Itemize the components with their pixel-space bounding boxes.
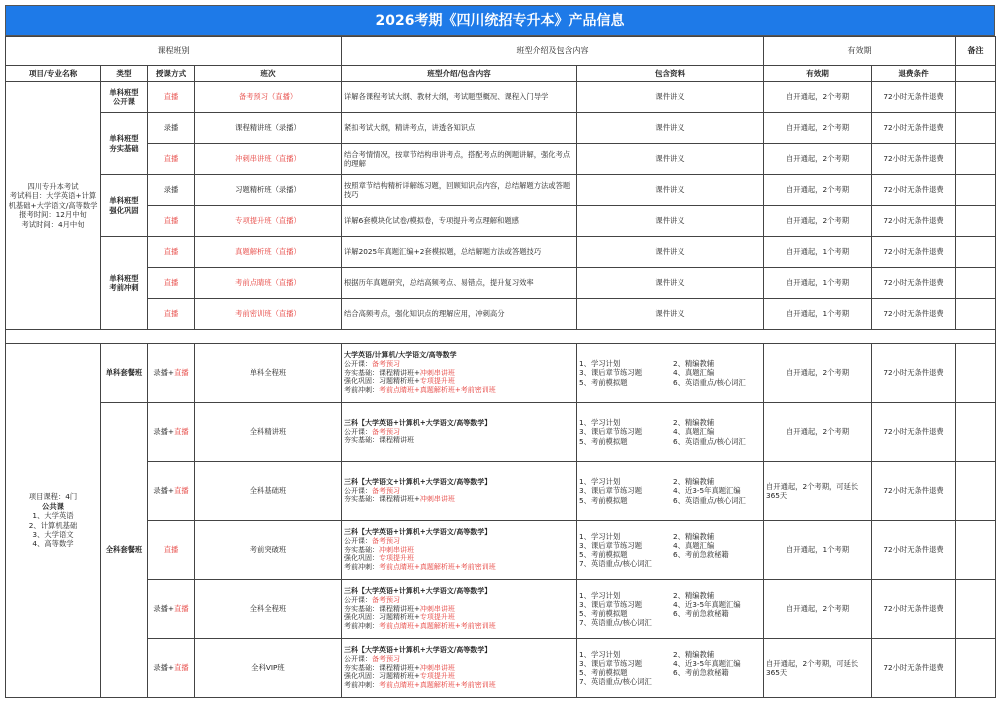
valid-cell: 自开通起，2个考期 bbox=[764, 344, 872, 403]
valid-cell: 自开通起，2个考期 bbox=[764, 113, 872, 144]
refund-cell: 72小时无条件退费 bbox=[872, 268, 956, 299]
material-cell: 课件讲义 bbox=[577, 237, 764, 268]
type-label: 单科班型 考前冲刺 bbox=[109, 273, 139, 292]
note-cell bbox=[956, 403, 996, 462]
line-label: 夯实基础： bbox=[344, 436, 379, 445]
valid-cell: 自开通起，2个考期 bbox=[764, 206, 872, 237]
method-live: 直播 bbox=[174, 486, 189, 496]
line-label: 强化巩固： bbox=[344, 672, 379, 681]
line-label: 夯实基础： bbox=[344, 604, 379, 613]
group-header-course: 课程班别 bbox=[6, 37, 342, 66]
package-row bbox=[6, 403, 996, 462]
line-label: 夯实基础： bbox=[344, 663, 379, 672]
method-cell bbox=[148, 403, 195, 462]
material-item: 5、考前模拟题 bbox=[579, 609, 628, 618]
group-header-note: 备注 bbox=[956, 37, 996, 66]
refund-cell: 72小时无条件退费 bbox=[872, 113, 956, 144]
intro-cell: 按照章节结构精析详解练习题，回顾知识点内容，总结解题方法或答题技巧 bbox=[342, 175, 577, 206]
line-label: 夯实基础： bbox=[344, 368, 379, 377]
line-label: 公开课： bbox=[344, 536, 372, 545]
project-line: 4、高等数学 bbox=[32, 539, 74, 549]
course-row bbox=[6, 113, 996, 144]
type-label: 单科班型 夯实基础 bbox=[109, 134, 139, 153]
class-cell: 单科全程班 bbox=[195, 344, 342, 403]
method-recorded: 录播+ bbox=[153, 604, 175, 614]
strengthen-line bbox=[344, 672, 574, 681]
project-line: 考试时间：4月中旬 bbox=[21, 219, 85, 229]
material-item: 5、考前模拟题 bbox=[579, 377, 628, 387]
line-label: 强化巩固： bbox=[344, 613, 379, 622]
material-item: 3、课后章节练习题 bbox=[579, 368, 643, 378]
line-value: 考前点睛班+真题解析班+考前密训班 bbox=[379, 386, 496, 395]
class-cell: 全科精讲班 bbox=[195, 403, 342, 462]
material-grid bbox=[579, 650, 761, 686]
project-line: 1、大学英语 bbox=[32, 511, 74, 521]
line-label: 夯实基础： bbox=[344, 545, 379, 554]
valid-cell: 自开通起，2个考期 bbox=[764, 403, 872, 462]
material-cell: 课件讲义 bbox=[577, 206, 764, 237]
line-value: 备考预习 bbox=[372, 486, 400, 495]
note-cell bbox=[956, 268, 996, 299]
project-cell bbox=[6, 82, 101, 330]
material-item: 6、英语重点/核心词汇 bbox=[673, 377, 746, 387]
open-line bbox=[344, 596, 574, 605]
method-live: 直播 bbox=[163, 545, 179, 555]
method-cell: 直播 bbox=[148, 299, 195, 330]
valid-cell: 自开通起，2个考期 bbox=[764, 82, 872, 113]
note-cell bbox=[956, 580, 996, 639]
method-cell: 录播 bbox=[148, 113, 195, 144]
intro-cell: 根据历年真题研究，总结高频考点、易错点，提升复习效率 bbox=[342, 268, 577, 299]
method-recorded: 录播+ bbox=[153, 663, 175, 673]
strengthen-line bbox=[344, 613, 574, 622]
method-cell: 直播 bbox=[148, 82, 195, 113]
note-cell bbox=[956, 521, 996, 580]
line-value: 课程精讲班 bbox=[379, 436, 414, 445]
line-value: 冲刺串讲班 bbox=[379, 545, 414, 554]
material-item: 1、学习计划 bbox=[579, 418, 621, 428]
subjects-line: 大学英语/计算机/大学语文/高等数学 bbox=[344, 350, 457, 360]
intro-cell bbox=[342, 580, 577, 639]
line-value: 习题精析班+ bbox=[379, 613, 420, 622]
project-line: 四川专升本考试 bbox=[27, 181, 79, 191]
method-cell bbox=[148, 580, 195, 639]
solid-line bbox=[344, 495, 574, 504]
note-cell bbox=[956, 206, 996, 237]
note-cell bbox=[956, 639, 996, 698]
refund-cell: 72小时无条件退费 bbox=[872, 175, 956, 206]
line-value-extra: 专项提升班 bbox=[419, 672, 455, 681]
material-item: 1、学习计划 bbox=[579, 477, 621, 487]
material-cell: 课件讲义 bbox=[577, 82, 764, 113]
intro-cell bbox=[342, 639, 577, 698]
line-label: 考前冲刺： bbox=[344, 386, 379, 395]
solid-line bbox=[344, 436, 574, 445]
material-item: 4、真题汇编 bbox=[673, 368, 715, 378]
line-label: 公开课： bbox=[344, 427, 372, 436]
material-cell bbox=[577, 521, 764, 580]
material-item: 5、考前模拟题 bbox=[579, 495, 628, 505]
refund-cell: 72小时无条件退费 bbox=[872, 299, 956, 330]
method-recorded: 录播+ bbox=[153, 368, 175, 378]
material-cell: 课件讲义 bbox=[577, 299, 764, 330]
method-recorded: 录播+ bbox=[153, 486, 175, 496]
class-cell: 全科全程班 bbox=[195, 580, 342, 639]
method-cell: 直播 bbox=[148, 268, 195, 299]
material-item: 6、英语重点/核心词汇 bbox=[673, 436, 746, 446]
material-cell bbox=[577, 639, 764, 698]
intro-cell: 详解6套模块化试卷/模拟卷，专项提升考点理解和题感 bbox=[342, 206, 577, 237]
gap-cell bbox=[6, 330, 996, 344]
col-header-valid: 有效期 bbox=[764, 66, 872, 82]
intro-cell: 详解2025年真题汇编+2套模拟题，总结解题方法或答题技巧 bbox=[342, 237, 577, 268]
valid-cell: 自开通起，1个考期 bbox=[764, 237, 872, 268]
group-header-validity: 有效期 bbox=[764, 37, 956, 66]
line-value-extra: 冲刺串讲班 bbox=[419, 604, 455, 613]
material-cell: 课件讲义 bbox=[577, 175, 764, 206]
material-item: 3、课后章节练习题 bbox=[579, 540, 643, 550]
col-header-refund: 退费条件 bbox=[872, 66, 956, 82]
line-value-extra: 冲刺串讲班 bbox=[419, 368, 455, 377]
line-value: 考前点睛班+真题解析班+考前密训班 bbox=[379, 563, 496, 572]
page-title: 2026考期《四川统招专升本》产品信息 bbox=[5, 5, 995, 36]
method-live: 直播 bbox=[174, 663, 189, 673]
class-cell: 考前密训班（直播） bbox=[195, 299, 342, 330]
material-grid bbox=[579, 477, 761, 504]
course-row bbox=[6, 237, 996, 268]
line-label: 考前冲刺： bbox=[344, 681, 379, 690]
material-item: 4、近3-5年真题汇编 bbox=[673, 599, 741, 609]
material-cell: 课件讲义 bbox=[577, 268, 764, 299]
col-header-type: 类型 bbox=[101, 66, 148, 82]
subjects-line: 三科【大学英语+计算机+大学语文/高等数学】 bbox=[344, 586, 492, 596]
material-item: 6、考前急救秘籍 bbox=[673, 609, 729, 618]
note-cell bbox=[956, 462, 996, 521]
package-row bbox=[6, 462, 996, 521]
method-live: 直播 bbox=[174, 368, 189, 378]
method-cell bbox=[148, 462, 195, 521]
project-line: 3、大学语文 bbox=[32, 529, 74, 539]
line-value: 课程精讲班+ bbox=[379, 604, 420, 613]
col-header-class: 班次 bbox=[195, 66, 342, 82]
valid-cell: 自开通起，2个考期，可延长365天 bbox=[764, 639, 872, 698]
col-header-method: 授课方式 bbox=[148, 66, 195, 82]
note-cell bbox=[956, 113, 996, 144]
line-value: 考前点睛班+真题解析班+考前密训班 bbox=[379, 681, 496, 690]
line-label: 强化巩固： bbox=[344, 377, 379, 386]
material-item: 2、精编教辅 bbox=[673, 359, 715, 369]
material-cell bbox=[577, 462, 764, 521]
col-header-material: 包含资料 bbox=[577, 66, 764, 82]
method-cell bbox=[148, 344, 195, 403]
line-label: 强化巩固： bbox=[344, 554, 379, 563]
subjects-line: 三科【大学语文+计算机+大学语文/高等数学】 bbox=[344, 476, 492, 486]
course-row bbox=[6, 206, 996, 237]
open-line bbox=[344, 537, 574, 546]
package-row bbox=[6, 639, 996, 698]
material-item: 2、精编教辅 bbox=[673, 590, 715, 600]
subjects-line: 三科【大学英语+计算机+大学语文/高等数学】 bbox=[344, 417, 492, 427]
refund-cell: 72小时无条件退费 bbox=[872, 144, 956, 175]
class-cell: 考前点睛班（直播） bbox=[195, 268, 342, 299]
course-row bbox=[6, 175, 996, 206]
line-value-extra: 专项提升班 bbox=[419, 377, 455, 386]
material-item: 1、学习计划 bbox=[579, 359, 621, 369]
material-cell bbox=[577, 580, 764, 639]
class-cell: 全科VIP班 bbox=[195, 639, 342, 698]
note-cell bbox=[956, 344, 996, 403]
package-row bbox=[6, 580, 996, 639]
refund-cell: 72小时无条件退费 bbox=[872, 639, 956, 698]
material-item: 2、精编教辅 bbox=[673, 649, 715, 659]
product-info-sheet bbox=[5, 5, 995, 698]
line-label: 夯实基础： bbox=[344, 495, 379, 504]
valid-cell: 自开通起，2个考期 bbox=[764, 144, 872, 175]
method-cell bbox=[148, 639, 195, 698]
sprint-line bbox=[344, 563, 574, 572]
method-cell: 录播 bbox=[148, 175, 195, 206]
course-row bbox=[6, 144, 996, 175]
strengthen-line bbox=[344, 377, 574, 386]
refund-cell: 72小时无条件退费 bbox=[872, 521, 956, 580]
note-cell bbox=[956, 299, 996, 330]
material-grid bbox=[579, 532, 761, 568]
material-item: 6、考前急救秘籍 bbox=[673, 550, 729, 559]
line-value: 习题精析班+ bbox=[379, 377, 420, 386]
line-label: 考前冲刺： bbox=[344, 563, 379, 572]
line-label: 公开课： bbox=[344, 654, 372, 663]
project-line: 项目课程：4门 bbox=[28, 492, 78, 502]
line-value: 备考预习 bbox=[372, 536, 400, 545]
material-item: 6、英语重点/核心词汇 bbox=[673, 495, 746, 505]
material-item: 4、真题汇编 bbox=[673, 427, 715, 437]
material-item: 7、英语重点/核心词汇 bbox=[579, 677, 652, 687]
material-item: 3、课后章节练习题 bbox=[579, 486, 643, 496]
type-cell bbox=[101, 113, 148, 175]
material-item: 7、英语重点/核心词汇 bbox=[579, 559, 652, 569]
line-value: 课程精讲班+ bbox=[379, 495, 420, 504]
column-header-row bbox=[6, 66, 996, 82]
project-cell bbox=[6, 344, 101, 698]
open-line bbox=[344, 655, 574, 664]
note-cell bbox=[956, 237, 996, 268]
material-item: 1、学习计划 bbox=[579, 531, 621, 541]
intro-cell: 紧扣考试大纲，精讲考点，讲透各知识点 bbox=[342, 113, 577, 144]
col-header-project: 项目/专业名称 bbox=[6, 66, 101, 82]
method-live: 直播 bbox=[174, 427, 189, 437]
intro-cell: 结合考情情况，按章节结构串讲考点，搭配考点的例题讲解，强化考点的理解 bbox=[342, 144, 577, 175]
type-cell bbox=[101, 237, 148, 330]
project-line: 2、计算机基础 bbox=[28, 520, 78, 530]
method-live: 直播 bbox=[174, 604, 189, 614]
refund-cell: 72小时无条件退费 bbox=[872, 344, 956, 403]
line-value: 备考预习 bbox=[372, 654, 400, 663]
valid-cell: 自开通起，1个考期 bbox=[764, 299, 872, 330]
line-label: 公开课： bbox=[344, 595, 372, 604]
product-table bbox=[5, 36, 996, 698]
class-cell: 专项提升班（直播） bbox=[195, 206, 342, 237]
material-cell bbox=[577, 344, 764, 403]
group-header-intro: 班型介绍及包含内容 bbox=[342, 37, 764, 66]
refund-cell: 72小时无条件退费 bbox=[872, 580, 956, 639]
type-cell bbox=[101, 175, 148, 237]
intro-cell bbox=[342, 462, 577, 521]
line-label: 考前冲刺： bbox=[344, 622, 379, 631]
material-cell: 课件讲义 bbox=[577, 113, 764, 144]
material-item: 1、学习计划 bbox=[579, 590, 621, 600]
line-label: 公开课： bbox=[344, 359, 372, 368]
material-item: 2、精编教辅 bbox=[673, 477, 715, 487]
valid-cell: 自开通起，1个考期 bbox=[764, 521, 872, 580]
class-cell: 冲刺串讲班（直播） bbox=[195, 144, 342, 175]
material-item: 2、精编教辅 bbox=[673, 418, 715, 428]
open-line bbox=[344, 360, 574, 369]
line-value: 备考预习 bbox=[372, 595, 400, 604]
refund-cell: 72小时无条件退费 bbox=[872, 403, 956, 462]
type-cell bbox=[101, 82, 148, 113]
material-item: 2、精编教辅 bbox=[673, 531, 715, 541]
line-value-extra: 冲刺串讲班 bbox=[419, 495, 455, 504]
valid-cell: 自开通起，2个考期，可延长365天 bbox=[764, 462, 872, 521]
note-cell bbox=[956, 82, 996, 113]
material-cell bbox=[577, 403, 764, 462]
line-value: 专项提升班 bbox=[379, 554, 414, 563]
type-cell: 单科套餐班 bbox=[101, 344, 148, 403]
strengthen-line bbox=[344, 554, 574, 563]
package-row bbox=[6, 344, 996, 403]
refund-cell: 72小时无条件退费 bbox=[872, 82, 956, 113]
sprint-line bbox=[344, 681, 574, 690]
method-cell bbox=[148, 521, 195, 580]
material-grid bbox=[579, 359, 761, 386]
course-row bbox=[6, 268, 996, 299]
project-line: 考试科目：大学英语+计算机基础+大学语文/高等数学 bbox=[8, 191, 98, 210]
refund-cell: 72小时无条件退费 bbox=[872, 206, 956, 237]
material-item: 5、考前模拟题 bbox=[579, 436, 628, 446]
course-row bbox=[6, 82, 996, 113]
material-item: 5、考前模拟题 bbox=[579, 668, 628, 677]
group-header-row bbox=[6, 37, 996, 66]
method-recorded: 录播+ bbox=[153, 427, 175, 437]
method-cell: 直播 bbox=[148, 237, 195, 268]
material-grid bbox=[579, 418, 761, 445]
note-cell bbox=[956, 175, 996, 206]
material-item: 5、考前模拟题 bbox=[579, 550, 628, 559]
material-grid bbox=[579, 591, 761, 627]
material-item: 7、英语重点/核心词汇 bbox=[579, 618, 652, 628]
valid-cell: 自开通起，2个考期 bbox=[764, 175, 872, 206]
note-cell bbox=[956, 144, 996, 175]
line-value: 考前点睛班+真题解析班+考前密训班 bbox=[379, 622, 496, 631]
line-label: 公开课： bbox=[344, 486, 372, 495]
material-item: 3、课后章节练习题 bbox=[579, 427, 643, 437]
package-row bbox=[6, 521, 996, 580]
material-item: 4、近3-5年真题汇编 bbox=[673, 658, 741, 668]
project-line: 公共课 bbox=[42, 501, 64, 511]
intro-cell bbox=[342, 403, 577, 462]
line-value-extra: 专项提升班 bbox=[419, 613, 455, 622]
project-line: 报考时间：12月中旬 bbox=[19, 210, 87, 220]
refund-cell: 72小时无条件退费 bbox=[872, 237, 956, 268]
line-value: 课程精讲班+ bbox=[379, 368, 420, 377]
line-value: 备考预习 bbox=[372, 427, 400, 436]
material-item: 4、真题汇编 bbox=[673, 540, 715, 550]
type-label: 单科班型 公开课 bbox=[109, 87, 139, 106]
line-value-extra: 冲刺串讲班 bbox=[419, 663, 455, 672]
line-value: 课程精讲班+ bbox=[379, 663, 420, 672]
course-row bbox=[6, 299, 996, 330]
class-cell: 备考预习（直播） bbox=[195, 82, 342, 113]
method-cell: 直播 bbox=[148, 144, 195, 175]
type-cell: 全科套餐班 bbox=[101, 403, 148, 698]
material-cell: 课件讲义 bbox=[577, 144, 764, 175]
intro-cell bbox=[342, 521, 577, 580]
material-item: 3、课后章节练习题 bbox=[579, 658, 643, 668]
material-item: 3、课后章节练习题 bbox=[579, 599, 643, 609]
col-header-blank bbox=[956, 66, 996, 82]
intro-cell bbox=[342, 344, 577, 403]
class-cell: 真题解析班（直播） bbox=[195, 237, 342, 268]
line-value: 备考预习 bbox=[372, 359, 400, 368]
sprint-line bbox=[344, 622, 574, 631]
method-cell: 直播 bbox=[148, 206, 195, 237]
class-cell: 课程精讲班（录播） bbox=[195, 113, 342, 144]
subjects-line: 三科【大学英语+计算机+大学语文/高等数学】 bbox=[344, 645, 492, 655]
valid-cell: 自开通起，1个考期 bbox=[764, 268, 872, 299]
class-cell: 全科基础班 bbox=[195, 462, 342, 521]
material-item: 6、考前急救秘籍 bbox=[673, 668, 729, 677]
intro-cell: 结合高频考点，强化知识点的理解应用，冲刺高分 bbox=[342, 299, 577, 330]
section-gap-row bbox=[6, 330, 996, 344]
subjects-line: 三科【大学英语+计算机+大学语文/高等数学】 bbox=[344, 527, 492, 537]
line-value: 习题精析班+ bbox=[379, 672, 420, 681]
material-item: 1、学习计划 bbox=[579, 649, 621, 659]
col-header-intro: 班型介绍/包含内容 bbox=[342, 66, 577, 82]
refund-cell: 72小时无条件退费 bbox=[872, 462, 956, 521]
type-label: 单科班型 强化巩固 bbox=[109, 196, 139, 215]
class-cell: 考前突破班 bbox=[195, 521, 342, 580]
class-cell: 习题精析班（录播） bbox=[195, 175, 342, 206]
intro-cell: 详解各课程考试大纲、教材大纲，考试题型概况、课程入门导学 bbox=[342, 82, 577, 113]
material-item: 4、近3-5年真题汇编 bbox=[673, 486, 741, 496]
sprint-line bbox=[344, 386, 574, 395]
valid-cell: 自开通起，2个考期 bbox=[764, 580, 872, 639]
